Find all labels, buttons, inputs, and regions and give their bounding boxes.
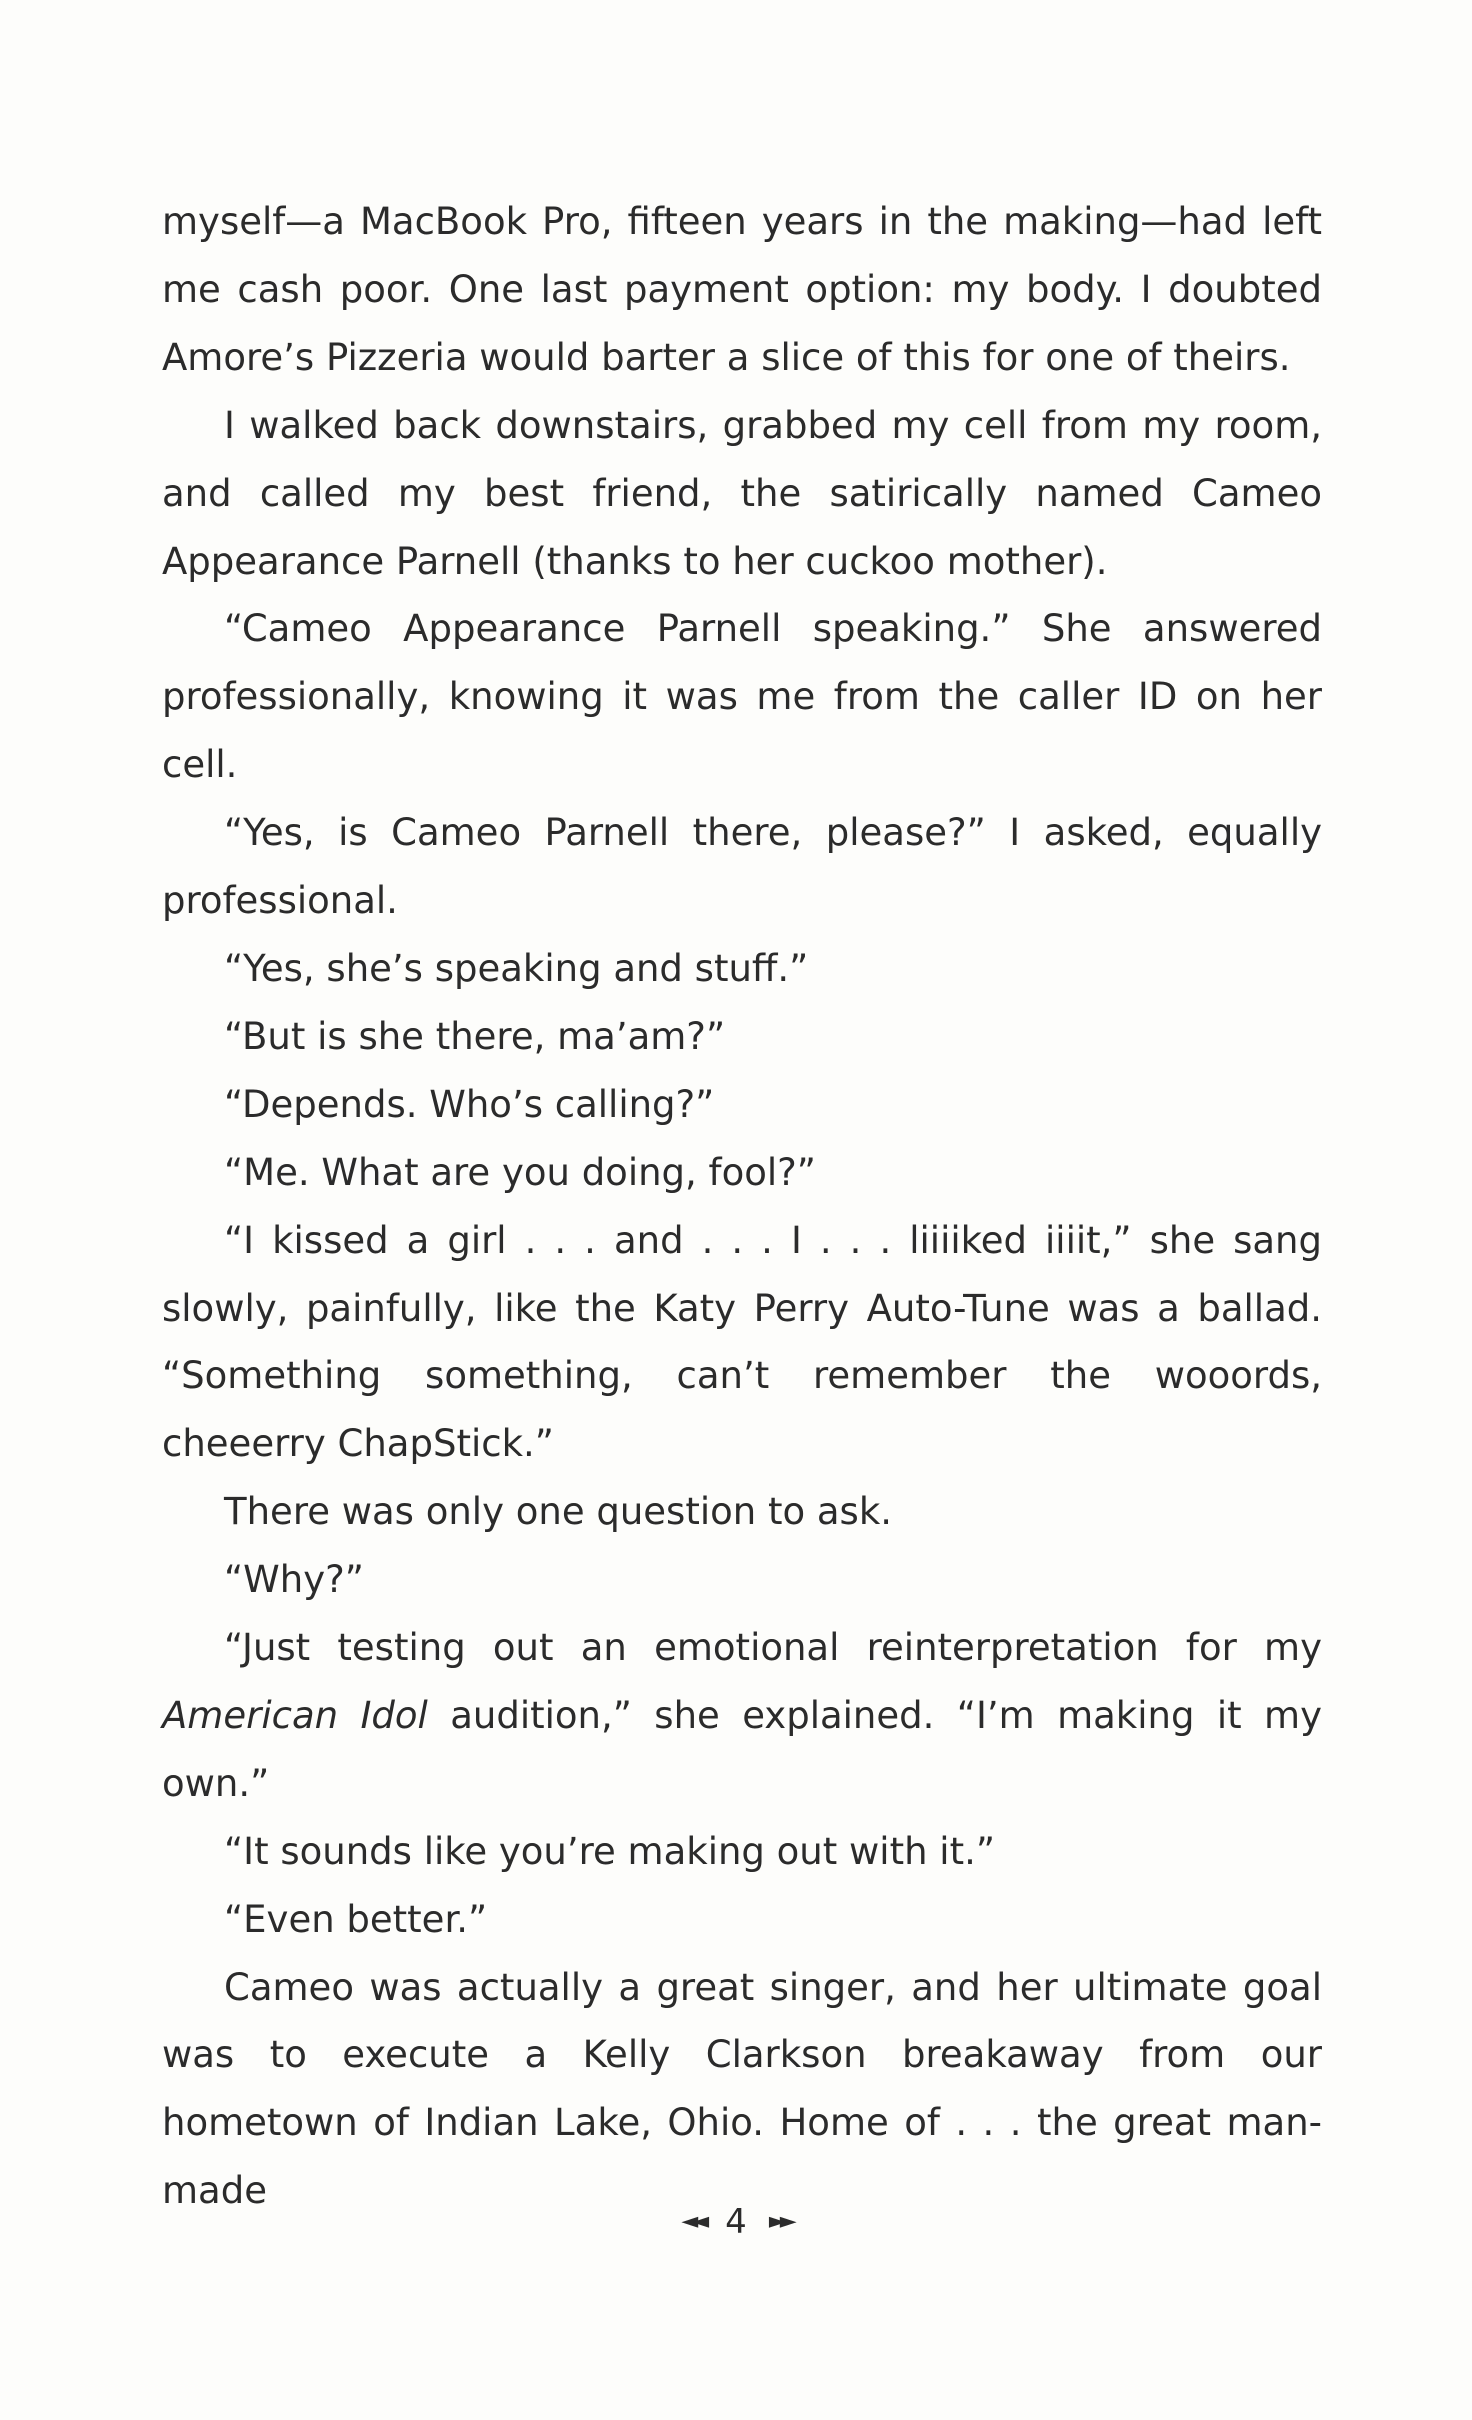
paragraph-2: I walked back downstairs, grabbed my cell from my room, and called my best friend, the satirically named Cameo Appearance Parnell (thanks to her cuckoo mother). — [162, 403, 1322, 583]
page-number: 4 — [725, 2201, 747, 2242]
paragraph-12-tail: audition,” she explained. “I’m making it my own.” — [162, 1693, 1322, 1805]
body-text — [162, 188, 1322, 2225]
paragraph-1: myself—a MacBook Pro, fifteen years in the making—had left me cash poor. One last payment option: my body. I doubted Amore’s Pizzeria would barter a slice of this for one of theirs. — [162, 200, 1322, 379]
paragraph-15: Cameo was actually a great singer, and her ultimate goal was to execute a Kelly Clarkson breakaway from our hometown of Indian Lake, Ohio. Home of . . . the great man-made — [162, 1965, 1322, 2213]
page-number-folio — [0, 2200, 1472, 2242]
paragraph-11: “Why?” — [224, 1558, 364, 1602]
paragraph-14: “Even better.” — [224, 1897, 488, 1941]
paragraph-9: “I kissed a girl . . . and . . . I . . . liiiiked iiiit,” she sang slowly, painfully, like the Katy Perry Auto-Tune was a ballad. “Something something, can’t remember the wooords, cheeerry ChapStick.” — [162, 1218, 1322, 1466]
folio-left-arrows-icon: ◄◄ — [681, 2209, 704, 2234]
show-title-italic: American Idol — [162, 1693, 428, 1737]
paragraph-12-lead: “Just testing out an emotional reinterpretation for my — [224, 1626, 1322, 1670]
paragraph-12 — [162, 1614, 1322, 1818]
paragraph-7: “Depends. Who’s calling?” — [224, 1082, 715, 1126]
paragraph-3: “Cameo Appearance Parnell speaking.” She answered professionally, knowing it was me from the caller ID on her cell. — [162, 607, 1322, 787]
paragraph-5: “Yes, she’s speaking and stuff.” — [224, 946, 809, 990]
paragraph-13: “It sounds like you’re making out with it.” — [224, 1829, 996, 1873]
paragraph-6: “But is she there, ma’am?” — [224, 1014, 726, 1058]
folio-right-arrows-icon: ►► — [768, 2209, 791, 2234]
paragraph-10: There was only one question to ask. — [224, 1490, 893, 1534]
paragraph-8: “Me. What are you doing, fool?” — [224, 1150, 816, 1194]
paragraph-4: “Yes, is Cameo Parnell there, please?” I asked, equally professional. — [162, 811, 1322, 923]
